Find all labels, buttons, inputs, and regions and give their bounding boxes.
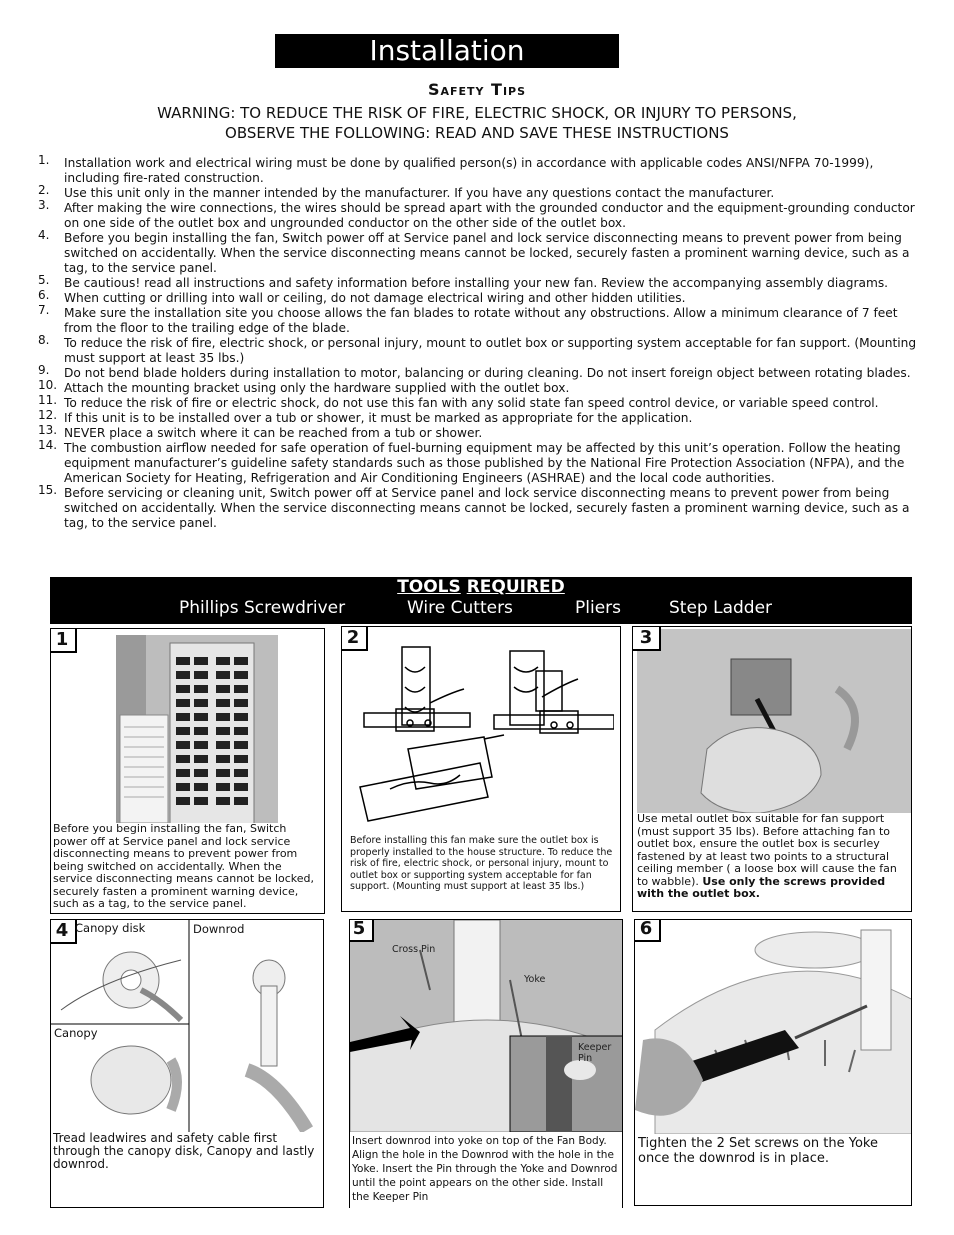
label-canopy-disk: Canopy disk [75, 921, 146, 935]
step-5-caption: Insert downrod into yoke on top of the Fan Body. Align the hole in the Downrod with the hole in the Yoke. Insert the Pin through the Yoke and Downrod until the point appears on the other side. Install the Keeper Pin [352, 1134, 620, 1204]
item-number: 15. [38, 483, 58, 497]
item-number: 4. [38, 228, 50, 242]
step-4-caption: Tread leadwires and safety cable first through the canopy disk, Canopy and lastly downrod. [53, 1132, 321, 1171]
item-number: 12. [38, 408, 58, 422]
item-text: Attach the mounting bracket using only the hardware supplied with the outlet box. [64, 381, 570, 395]
item-number: 8. [38, 333, 50, 347]
page-title: Installation [275, 34, 619, 68]
tools-title-part1: TOOLS [397, 577, 461, 597]
label-downrod: Downrod [193, 922, 245, 936]
step-6-panel [634, 919, 912, 1206]
tools-required-bar [50, 577, 912, 624]
downrod-yoke-photo [350, 920, 623, 1132]
step-1-panel [50, 628, 325, 914]
item-text: Do not bend blade holders during installation to motor, balancing or during cleaning. Do not insert foreign object between rotating blades. [64, 366, 911, 380]
step-number: 2 [341, 626, 368, 651]
item-number: 6. [38, 288, 50, 302]
tool-pliers: Pliers [575, 598, 622, 618]
warning-line-1: WARNING: TO REDUCE THE RISK OF FIRE, ELECTRIC SHOCK, OR INJURY TO PERSONS, [157, 104, 797, 122]
step-2-caption: Before installing this fan make sure the outlet box is properly installed to the house structure. To reduce the risk of fire, electric shock, or personal injury, mount to outlet box or supporting system acceptable for fan support. (Mounting must support at least 35 lbs.) [350, 835, 616, 893]
safety-item [38, 393, 928, 411]
item-text: The combustion airflow needed for safe operation of fuel-burning equipment may be affected by this unit’s operation. Follow the heating equipment manufacturer’s guideline safety standards such as those published by the National Fire Protection Association (NFPA), and the American Society for Heating, Refrigeration and Air Conditioning Engineers (ASHRAE) and the local code authorities. [64, 441, 905, 485]
safety-list [38, 153, 928, 531]
step-number: 3 [632, 626, 661, 651]
item-text: When cutting or drilling into wall or ceiling, do not damage electrical wiring and other hidden utilities. [64, 291, 686, 305]
safety-heading: Safety Tips [427, 80, 527, 99]
safety-item [38, 228, 928, 276]
item-number: 11. [38, 393, 58, 407]
safety-item [38, 408, 928, 426]
step-3-caption [637, 813, 909, 901]
item-number: 7. [38, 303, 50, 317]
item-number: 2. [38, 183, 50, 197]
tool-wire-cutters: Wire Cutters [407, 598, 513, 618]
step-1-caption: Before you begin installing the fan, Switch power off at Service panel and lock service disconnecting means to prevent power from being switched on accidentally. When the service disconnecting means cannot be locked, securely fasten a prominent warning device, such as a tag, to the service panel. [53, 823, 321, 911]
safety-item [38, 333, 928, 366]
tools-title-part2: REQUIRED [466, 577, 565, 597]
item-number: 14. [38, 438, 58, 452]
step-number: 4 [50, 919, 77, 944]
step-3-caption-bold: Use only the screws provided with the outlet box. [637, 874, 886, 900]
item-text: Use this unit only in the manner intended by the manufacturer. If you have any questions contact the manufacturer. [64, 186, 775, 200]
safety-item [38, 378, 928, 396]
item-text: To reduce the risk of fire, electric shock, or personal injury, mount to outlet box or supporting system acceptable for fan support. (Mounting must support at least 35 lbs.) [64, 336, 917, 365]
item-text: Make sure the installation site you choose allows the fan blades to rotate without any obstructions. Allow a minimum clearance of 7 feet from the floor to the trailing edge of the blade. [64, 306, 898, 335]
item-text: Be cautious! read all instructions and safety information before installing your new fan. Review the accompanying assembly diagrams. [64, 276, 889, 290]
tool-step-ladder: Step Ladder [669, 598, 773, 618]
safety-item [38, 153, 928, 186]
item-text: Installation work and electrical wiring must be done by qualified person(s) in accordance with applicable codes ANSI/NFPA 70-1999), including fire-rated construction. [64, 156, 874, 185]
tools-title [50, 577, 912, 597]
label-canopy: Canopy [54, 1026, 98, 1040]
item-text: After making the wire connections, the wires should be spread apart with the grounded conductor and the equipment-grounding conductor on one side of the outlet box and ungrounded conductor on the other side of the outlet box. [64, 201, 915, 230]
set-screw-photo [635, 920, 912, 1134]
safety-item [38, 303, 928, 336]
label-keeper-pin: Keeper Pin [578, 1042, 612, 1064]
step-5-panel [349, 919, 623, 1208]
step-number: 6 [634, 919, 661, 942]
safety-item [38, 423, 928, 441]
item-text: NEVER place a switch where it can be reached from a tub or shower. [64, 426, 483, 440]
step-number: 1 [50, 628, 77, 653]
item-number: 10. [38, 378, 58, 392]
item-number: 9. [38, 363, 50, 377]
safety-item [38, 363, 928, 381]
item-number: 5. [38, 273, 50, 287]
step-4-panel [50, 919, 324, 1208]
item-text: Before servicing or cleaning unit, Switch power off at Service panel and lock service disconnecting means to prevent power from being switched on accidentally. When the service disconnecting means cannot be locked, securely fasten a prominent warning device, such as a tag, to the service panel. [64, 486, 910, 530]
safety-item [38, 438, 928, 486]
step-number: 5 [349, 919, 374, 942]
step-3-caption-text: Use metal outlet box suitable for fan support (must support 35 lbs). Before attaching fan to outlet box, ensure the outlet box is securley fastened by at least two points to a structural ceiling member ( a loose box will cause the fan to wabble). [637, 812, 897, 888]
safety-item [38, 288, 928, 306]
item-text: Before you begin installing the fan, Switch power off at Service panel and lock service disconnecting means to prevent power from being switched on accidentally. When the service disconnecting means cannot be locked, securely fasten a prominent warning device, such as a tag, to the service panel. [64, 231, 910, 275]
breaker-panel-photo [116, 635, 278, 825]
label-yoke: Yoke [524, 974, 546, 985]
item-number: 13. [38, 423, 58, 437]
step-6-caption: Tighten the 2 Set screws on the Yoke once the downrod is in place. [638, 1136, 910, 1166]
tool-phillips-screwdriver: Phillips Screwdriver [179, 598, 346, 618]
step-3-panel [632, 626, 912, 912]
outlet-box-diagram [350, 637, 614, 837]
safety-item [38, 183, 928, 201]
warning-line-2: OBSERVE THE FOLLOWING: READ AND SAVE THESE INSTRUCTIONS [225, 124, 729, 142]
step-2-panel [341, 626, 621, 912]
outlet-box-photo [637, 629, 911, 813]
item-number: 1. [38, 153, 50, 167]
label-cross-pin: Cross Pin [392, 944, 436, 955]
safety-item [38, 273, 928, 291]
item-text: To reduce the risk of fire or electric shock, do not use this fan with any solid state fan speed control device, or variable speed control. [64, 396, 879, 410]
item-number: 3. [38, 198, 50, 212]
safety-item [38, 483, 928, 531]
safety-item [38, 198, 928, 231]
item-text: If this unit is to be installed over a tub or shower, it must be marked as appropriate for the application. [64, 411, 693, 425]
